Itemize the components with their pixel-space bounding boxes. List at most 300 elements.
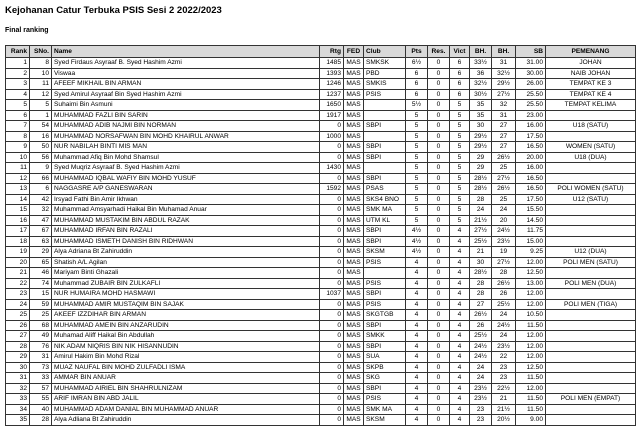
- cell-buchholz: 26: [470, 320, 492, 331]
- table-row: [6, 404, 636, 415]
- cell-name: MUHAMMAD NORSAFWAN BIN MOHD KHAIRUL ANWAR: [52, 131, 320, 142]
- cell-award: [546, 362, 636, 373]
- cell-buchholz-cut: 27: [492, 121, 516, 132]
- column-header-victories: Vict: [450, 46, 470, 58]
- column-header-name: Name: [52, 46, 320, 58]
- cell-sonneborn-berger: 17.50: [516, 194, 546, 205]
- cell-club: SKGTGB: [364, 310, 406, 321]
- cell-club: SBPI: [364, 121, 406, 132]
- cell-rank: 33: [6, 394, 30, 405]
- cell-sno: 1: [30, 110, 52, 121]
- table-row: [6, 331, 636, 342]
- cell-victories: 4: [450, 289, 470, 300]
- cell-victories: 4: [450, 257, 470, 268]
- cell-award: [546, 289, 636, 300]
- cell-buchholz: 28½: [470, 184, 492, 195]
- cell-club: SKPB: [364, 362, 406, 373]
- cell-buchholz: 21½: [470, 215, 492, 226]
- cell-sno: 9: [30, 163, 52, 174]
- table-row: [6, 121, 636, 132]
- cell-award: POLI WOMEN (SATU): [546, 184, 636, 195]
- cell-sno: 32: [30, 205, 52, 216]
- table-row: [6, 194, 636, 205]
- cell-rating: 1237: [320, 89, 344, 100]
- cell-result: 0: [428, 110, 450, 121]
- cell-rating: 0: [320, 341, 344, 352]
- cell-name: MUHAMMAD IQBAL WAFIY BIN MOHD YUSUF: [52, 173, 320, 184]
- cell-sonneborn-berger: 9.00: [516, 415, 546, 426]
- cell-result: 0: [428, 310, 450, 321]
- cell-award: POLI MEN (EMPAT): [546, 394, 636, 405]
- cell-sno: 66: [30, 173, 52, 184]
- table-row: [6, 362, 636, 373]
- cell-sno: 59: [30, 299, 52, 310]
- cell-result: 0: [428, 236, 450, 247]
- cell-sonneborn-berger: 12.00: [516, 289, 546, 300]
- cell-buchholz: 30½: [470, 89, 492, 100]
- cell-points: 5: [406, 205, 428, 216]
- cell-sonneborn-berger: 11.50: [516, 394, 546, 405]
- cell-fed: MAS: [344, 163, 364, 174]
- cell-award: [546, 341, 636, 352]
- cell-rating: 1037: [320, 289, 344, 300]
- cell-name: Irsyad Fathi Bin Amir Ikhwan: [52, 194, 320, 205]
- cell-name: MUHAMMAD AMIR MUSTAQIM BIN SAJAK: [52, 299, 320, 310]
- cell-victories: 4: [450, 352, 470, 363]
- cell-club: SMK MA: [364, 404, 406, 415]
- cell-buchholz: 27: [470, 299, 492, 310]
- cell-rank: 24: [6, 299, 30, 310]
- cell-name: MUHAMMAD AMEIN BIN ANZARUDIN: [52, 320, 320, 331]
- cell-award: [546, 236, 636, 247]
- cell-rating: 0: [320, 310, 344, 321]
- cell-fed: MAS: [344, 383, 364, 394]
- cell-victories: 4: [450, 383, 470, 394]
- cell-buchholz: 23½: [470, 394, 492, 405]
- cell-fed: MAS: [344, 194, 364, 205]
- cell-buchholz: 28: [470, 289, 492, 300]
- table-row: [6, 268, 636, 279]
- table-row: [6, 163, 636, 174]
- cell-points: 4: [406, 415, 428, 426]
- cell-result: 0: [428, 299, 450, 310]
- cell-award: [546, 404, 636, 415]
- cell-buchholz: 23½: [470, 383, 492, 394]
- cell-club: SBPI: [364, 236, 406, 247]
- table-row: [6, 142, 636, 153]
- cell-buchholz-cut: 23: [492, 362, 516, 373]
- cell-points: 6: [406, 79, 428, 90]
- cell-award: [546, 331, 636, 342]
- cell-buchholz-cut: 24: [492, 205, 516, 216]
- cell-fed: MAS: [344, 215, 364, 226]
- cell-name: MUAZ NAUFAL BIN MOHD ZULFADLI ISMA: [52, 362, 320, 373]
- cell-buchholz: 33½: [470, 58, 492, 69]
- cell-sonneborn-berger: 12.00: [516, 341, 546, 352]
- cell-sonneborn-berger: 15.00: [516, 236, 546, 247]
- cell-points: 4: [406, 299, 428, 310]
- cell-club: SBPI: [364, 152, 406, 163]
- cell-name: MUHAMMAD ADIB NAJMI BIN NORMAN: [52, 121, 320, 132]
- cell-award: [546, 415, 636, 426]
- cell-rating: 0: [320, 247, 344, 258]
- table-row: [6, 236, 636, 247]
- cell-fed: MAS: [344, 299, 364, 310]
- cell-award: TEMPAT KE 3: [546, 79, 636, 90]
- cell-points: 4: [406, 341, 428, 352]
- cell-club: SBPI: [364, 383, 406, 394]
- cell-sonneborn-berger: 26.00: [516, 79, 546, 90]
- table-row: [6, 58, 636, 69]
- cell-award: [546, 352, 636, 363]
- cell-rating: 0: [320, 142, 344, 153]
- cell-result: 0: [428, 68, 450, 79]
- table-row: [6, 215, 636, 226]
- cell-victories: 4: [450, 268, 470, 279]
- cell-name: MUHAMMAD ISMETH DANISH BIN RIDHWAN: [52, 236, 320, 247]
- cell-victories: 5: [450, 110, 470, 121]
- cell-club: SMKIS: [364, 79, 406, 90]
- cell-rating: 0: [320, 373, 344, 384]
- cell-buchholz: 24: [470, 362, 492, 373]
- cell-points: 5½: [406, 100, 428, 111]
- cell-sno: 10: [30, 68, 52, 79]
- table-row: [6, 299, 636, 310]
- cell-buchholz: 35: [470, 110, 492, 121]
- table-row: [6, 205, 636, 216]
- column-header-award: PEMENANG: [546, 46, 636, 58]
- cell-victories: 5: [450, 173, 470, 184]
- cell-award: TEMPAT KELIMA: [546, 100, 636, 111]
- cell-buchholz-cut: 27½: [492, 257, 516, 268]
- cell-buchholz-cut: 23½: [492, 341, 516, 352]
- cell-sonneborn-berger: 20.00: [516, 152, 546, 163]
- cell-club: SMKSK: [364, 58, 406, 69]
- table-row: [6, 226, 636, 237]
- cell-points: 4: [406, 383, 428, 394]
- cell-fed: MAS: [344, 394, 364, 405]
- cell-rating: 1485: [320, 58, 344, 69]
- cell-points: 4½: [406, 247, 428, 258]
- cell-rank: 18: [6, 236, 30, 247]
- cell-club: [364, 268, 406, 279]
- cell-victories: 4: [450, 404, 470, 415]
- cell-name: AKEEF IZZDIHAR BIN ARMAN: [52, 310, 320, 321]
- cell-sonneborn-berger: 16.00: [516, 121, 546, 132]
- cell-result: 0: [428, 215, 450, 226]
- cell-sonneborn-berger: 30.00: [516, 68, 546, 79]
- cell-victories: 4: [450, 310, 470, 321]
- column-header-points: Pts: [406, 46, 428, 58]
- cell-sno: 8: [30, 58, 52, 69]
- cell-points: 4: [406, 404, 428, 415]
- cell-victories: 6: [450, 89, 470, 100]
- cell-rank: 10: [6, 152, 30, 163]
- cell-buchholz: 28½: [470, 268, 492, 279]
- cell-club: SKSM: [364, 415, 406, 426]
- cell-victories: 5: [450, 194, 470, 205]
- cell-sonneborn-berger: 12.00: [516, 299, 546, 310]
- cell-buchholz: 36: [470, 68, 492, 79]
- table-header-row: [6, 46, 636, 58]
- cell-rating: 1000: [320, 131, 344, 142]
- cell-rating: 0: [320, 205, 344, 216]
- cell-buchholz-cut: 24½: [492, 226, 516, 237]
- cell-victories: 4: [450, 299, 470, 310]
- table-row: [6, 110, 636, 121]
- cell-victories: 5: [450, 215, 470, 226]
- cell-points: 4: [406, 257, 428, 268]
- cell-points: 5: [406, 163, 428, 174]
- cell-sno: 5: [30, 100, 52, 111]
- cell-club: [364, 131, 406, 142]
- cell-result: 0: [428, 404, 450, 415]
- cell-name: MUHAMMAD FAZLI BIN SARIN: [52, 110, 320, 121]
- cell-sno: 49: [30, 331, 52, 342]
- cell-points: 4: [406, 289, 428, 300]
- cell-result: 0: [428, 320, 450, 331]
- cell-name: Muhammad ZUBAIR BIN ZULKAFLI: [52, 278, 320, 289]
- cell-rank: 17: [6, 226, 30, 237]
- column-header-sonneborn-berger: SB: [516, 46, 546, 58]
- cell-result: 0: [428, 163, 450, 174]
- table-row: [6, 100, 636, 111]
- cell-victories: 4: [450, 415, 470, 426]
- cell-award: U12 (SATU): [546, 194, 636, 205]
- cell-sonneborn-berger: 10.50: [516, 310, 546, 321]
- cell-buchholz: 29: [470, 152, 492, 163]
- cell-club: SUA: [364, 352, 406, 363]
- cell-rank: 19: [6, 247, 30, 258]
- cell-sno: 57: [30, 383, 52, 394]
- cell-result: 0: [428, 352, 450, 363]
- cell-victories: 6: [450, 58, 470, 69]
- cell-buchholz: 30: [470, 257, 492, 268]
- cell-name: Suhaimi Bin Asmuni: [52, 100, 320, 111]
- cell-points: 5: [406, 110, 428, 121]
- cell-rating: 0: [320, 226, 344, 237]
- cell-sonneborn-berger: 9.25: [516, 247, 546, 258]
- cell-sonneborn-berger: 11.50: [516, 404, 546, 415]
- cell-award: POLI MEN (DUA): [546, 278, 636, 289]
- cell-rank: 2: [6, 68, 30, 79]
- cell-name: Muhammad Amsyarhadi Haikal Bin Muhamad Anuar: [52, 205, 320, 216]
- cell-fed: MAS: [344, 268, 364, 279]
- cell-result: 0: [428, 362, 450, 373]
- cell-rank: 5: [6, 100, 30, 111]
- cell-result: 0: [428, 331, 450, 342]
- cell-rating: 0: [320, 362, 344, 373]
- cell-sonneborn-berger: 12.00: [516, 352, 546, 363]
- cell-club: SKSM: [364, 247, 406, 258]
- cell-fed: MAS: [344, 173, 364, 184]
- cell-buchholz: 25½: [470, 236, 492, 247]
- cell-victories: 5: [450, 142, 470, 153]
- cell-rank: 23: [6, 289, 30, 300]
- table-body: [6, 58, 636, 426]
- cell-fed: MAS: [344, 341, 364, 352]
- cell-sno: 40: [30, 404, 52, 415]
- cell-result: 0: [428, 131, 450, 142]
- cell-buchholz-cut: 24: [492, 310, 516, 321]
- cell-fed: MAS: [344, 110, 364, 121]
- cell-name: Alya Adriana Bt Zahiruddin: [52, 247, 320, 258]
- cell-points: 4: [406, 320, 428, 331]
- cell-rank: 22: [6, 278, 30, 289]
- cell-result: 0: [428, 341, 450, 352]
- cell-result: 0: [428, 383, 450, 394]
- cell-sonneborn-berger: 12.50: [516, 268, 546, 279]
- cell-fed: MAS: [344, 257, 364, 268]
- cell-sonneborn-berger: 14.50: [516, 215, 546, 226]
- table-row: [6, 310, 636, 321]
- cell-sno: 16: [30, 131, 52, 142]
- cell-rating: 0: [320, 299, 344, 310]
- cell-sonneborn-berger: 25.50: [516, 100, 546, 111]
- cell-club: SBPI: [364, 142, 406, 153]
- cell-club: SMKK: [364, 331, 406, 342]
- cell-rank: 32: [6, 383, 30, 394]
- cell-victories: 4: [450, 331, 470, 342]
- cell-buchholz-cut: 23: [492, 373, 516, 384]
- cell-club: SBPI: [364, 320, 406, 331]
- cell-rating: 0: [320, 215, 344, 226]
- table-row: [6, 278, 636, 289]
- column-header-result: Res.: [428, 46, 450, 58]
- cell-rank: 8: [6, 131, 30, 142]
- table-row: [6, 341, 636, 352]
- cell-result: 0: [428, 247, 450, 258]
- cell-name: Syed Muqriz Asyraaf B. Syed Hashim Azmi: [52, 163, 320, 174]
- cell-buchholz: 21: [470, 247, 492, 258]
- cell-name: MUHAMMAD IRFAN BIN RAZALI: [52, 226, 320, 237]
- cell-result: 0: [428, 89, 450, 100]
- column-header-buchholz: BH.: [470, 46, 492, 58]
- cell-name: MUHAMMAD ADAM DANIAL BIN MUHAMMAD ANUAR: [52, 404, 320, 415]
- cell-points: 4: [406, 362, 428, 373]
- cell-award: [546, 226, 636, 237]
- cell-award: NAIB JOHAN: [546, 68, 636, 79]
- page-subtitle: Final ranking: [5, 27, 49, 34]
- cell-sonneborn-berger: 11.50: [516, 320, 546, 331]
- cell-buchholz: 28½: [470, 173, 492, 184]
- cell-victories: 6: [450, 68, 470, 79]
- cell-sno: 74: [30, 278, 52, 289]
- ranking-table: [5, 45, 636, 426]
- cell-fed: MAS: [344, 373, 364, 384]
- cell-sno: 76: [30, 341, 52, 352]
- cell-club: SMK MA: [364, 205, 406, 216]
- cell-club: PSAS: [364, 184, 406, 195]
- cell-sno: 55: [30, 394, 52, 405]
- table-row: [6, 184, 636, 195]
- cell-buchholz-cut: 27: [492, 142, 516, 153]
- cell-rank: 34: [6, 404, 30, 415]
- cell-club: SBPI: [364, 289, 406, 300]
- cell-award: WOMEN (SATU): [546, 142, 636, 153]
- cell-victories: 5: [450, 131, 470, 142]
- cell-points: 4: [406, 278, 428, 289]
- cell-points: 5: [406, 194, 428, 205]
- cell-fed: MAS: [344, 415, 364, 426]
- cell-club: PSIS: [364, 257, 406, 268]
- cell-victories: 4: [450, 373, 470, 384]
- cell-buchholz-cut: 25½: [492, 299, 516, 310]
- cell-award: [546, 320, 636, 331]
- column-header-buchholz-cut: BH.: [492, 46, 516, 58]
- cell-buchholz-cut: 19: [492, 247, 516, 258]
- column-header-fed: FED: [344, 46, 364, 58]
- column-header-rating: Rtg: [320, 46, 344, 58]
- cell-fed: MAS: [344, 121, 364, 132]
- cell-sonneborn-berger: 11.50: [516, 373, 546, 384]
- cell-sonneborn-berger: 16.50: [516, 142, 546, 153]
- cell-fed: MAS: [344, 352, 364, 363]
- cell-rating: 1650: [320, 100, 344, 111]
- cell-buchholz-cut: 25: [492, 163, 516, 174]
- table-row: [6, 257, 636, 268]
- cell-rating: 1246: [320, 79, 344, 90]
- cell-award: TEMPAT KE 4: [546, 89, 636, 100]
- cell-rating: 0: [320, 257, 344, 268]
- cell-buchholz-cut: 26½: [492, 278, 516, 289]
- cell-buchholz-cut: 32: [492, 100, 516, 111]
- cell-fed: MAS: [344, 58, 364, 69]
- table-row: [6, 415, 636, 426]
- cell-buchholz-cut: 26½: [492, 184, 516, 195]
- cell-club: [364, 110, 406, 121]
- cell-result: 0: [428, 226, 450, 237]
- cell-sno: 56: [30, 152, 52, 163]
- cell-buchholz: 28: [470, 194, 492, 205]
- cell-buchholz-cut: 21: [492, 394, 516, 405]
- cell-award: [546, 163, 636, 174]
- cell-fed: MAS: [344, 142, 364, 153]
- cell-result: 0: [428, 79, 450, 90]
- cell-buchholz-cut: 32½: [492, 68, 516, 79]
- cell-victories: 5: [450, 100, 470, 111]
- cell-sno: 47: [30, 215, 52, 226]
- cell-rank: 4: [6, 89, 30, 100]
- cell-points: 4: [406, 268, 428, 279]
- cell-name: Muhamad Aliff Haikal Bin Abdullah: [52, 331, 320, 342]
- cell-result: 0: [428, 415, 450, 426]
- cell-sno: 42: [30, 194, 52, 205]
- cell-sonneborn-berger: 16.50: [516, 184, 546, 195]
- cell-sno: 65: [30, 257, 52, 268]
- cell-result: 0: [428, 152, 450, 163]
- cell-rank: 29: [6, 352, 30, 363]
- cell-buchholz: 29½: [470, 142, 492, 153]
- cell-rank: 6: [6, 110, 30, 121]
- cell-buchholz-cut: 27: [492, 131, 516, 142]
- cell-buchholz-cut: 28: [492, 268, 516, 279]
- cell-buchholz: 30: [470, 121, 492, 132]
- cell-victories: 4: [450, 226, 470, 237]
- cell-result: 0: [428, 100, 450, 111]
- cell-sno: 31: [30, 352, 52, 363]
- cell-rating: 1430: [320, 163, 344, 174]
- cell-name: Syed Amirul Asyraaf Bin Syed Hashim Azmi: [52, 89, 320, 100]
- cell-victories: 4: [450, 362, 470, 373]
- cell-fed: MAS: [344, 152, 364, 163]
- cell-result: 0: [428, 373, 450, 384]
- cell-name: AFEEF MIKHAIL BIN ARMAN: [52, 79, 320, 90]
- cell-result: 0: [428, 173, 450, 184]
- cell-buchholz-cut: 24: [492, 331, 516, 342]
- cell-fed: MAS: [344, 404, 364, 415]
- cell-result: 0: [428, 58, 450, 69]
